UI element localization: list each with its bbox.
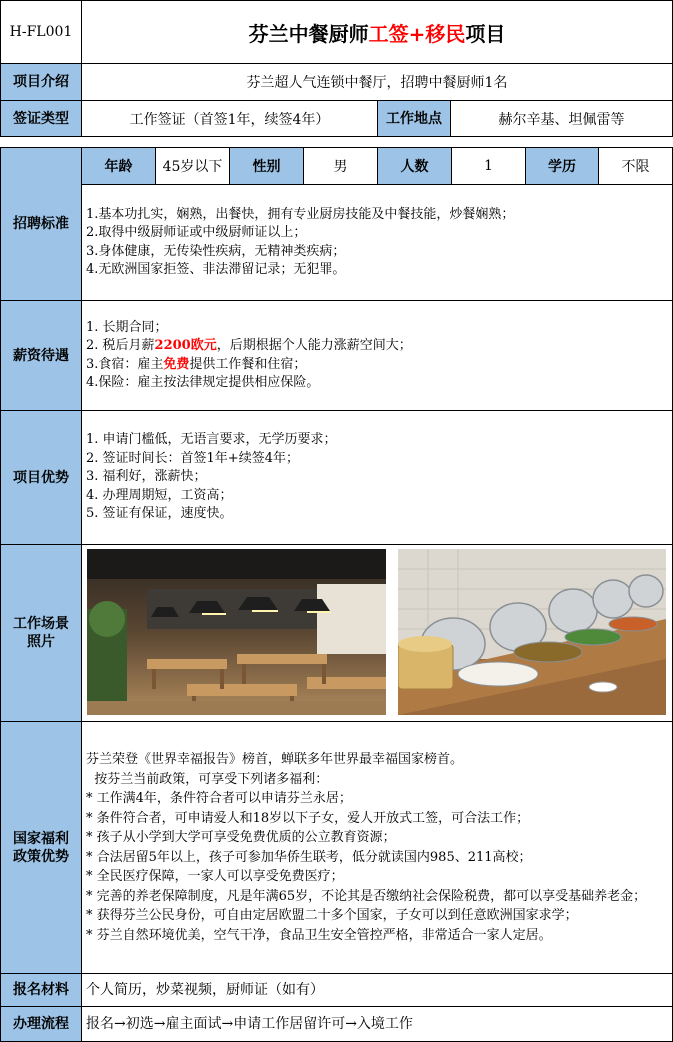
salary-line: 4.保险：雇主按法律规定提供相应保险。: [86, 375, 320, 390]
age-value: 45岁以下: [156, 148, 230, 185]
salary-amount: 2200欧元: [154, 338, 217, 353]
process-content: 报名→初选→雇主面试→申请工作居留许可→入境工作: [86, 1015, 413, 1032]
materials-label: 报名材料: [1, 974, 82, 1007]
salary-line: 2. 税后月薪2200欧元，后期根据个人能力涨薪空间大；: [86, 338, 412, 353]
count-value: 1: [452, 148, 526, 185]
education-value: 不限: [599, 148, 672, 185]
visa-label: 签证类型: [1, 101, 82, 136]
welfare-line: * 获得芬兰公民身份，可自由定居欧盟二十多个国家，子女可以到任意欧洲国家求学；: [86, 908, 578, 923]
photos-label: 工作场景 照片: [1, 545, 82, 722]
main-block: [0, 147, 673, 1042]
advantages-content: [82, 411, 672, 545]
top-block: [0, 0, 673, 137]
requirement-line: 4.无欧洲国家拒签、非法滞留记录；无犯罪。: [86, 262, 346, 277]
intro-value: 芬兰超人气连锁中餐厅，招聘中餐厨师1名: [82, 64, 672, 101]
salary-label: 薪资待遇: [1, 301, 82, 411]
location-label: 工作地点: [378, 101, 451, 136]
salary-line: 1. 长期合同；: [86, 319, 168, 335]
welfare-label: 国家福利 政策优势: [1, 722, 82, 974]
advantage-line: 3. 福利好，涨薪快；: [86, 469, 207, 485]
advantage-line: 2. 签证时间长：首签1年+续签4年；: [86, 450, 299, 466]
location-value: 赫尔辛基、坦佩雷等: [451, 101, 672, 136]
welfare-line: * 芬兰自然环境优美，空气干净，食品卫生安全管控严格，非常适合一家人定居。: [86, 927, 552, 943]
gender-label: 性别: [230, 148, 304, 185]
requirement-line: 1.基本功扎实，娴熟，出餐快，拥有专业厨房技能及中餐技能，炒餐娴熟；: [86, 206, 515, 222]
welfare-line: 芬兰荣登《世界幸福报告》榜首，蝉联多年世界最幸福国家榜首。: [86, 752, 464, 767]
requirements-content: [82, 185, 672, 301]
title-text: [249, 18, 506, 47]
welfare-line: * 完善的养老保障制度，凡是年满65岁，不论其是否缴纳社会保险税费，都可以享受基础养老金；: [86, 888, 647, 904]
free-highlight: 免费: [163, 356, 190, 372]
title-highlight: 工签+移民: [368, 21, 466, 46]
welfare-line: * 全民医疗保障，一家人可以享受免费医疗；: [86, 869, 344, 884]
page-title: [82, 1, 672, 64]
requirement-line: 2.取得中级厨师证或中级厨师证以上；: [86, 225, 307, 240]
requirement-line: 3.身体健康，无传染性疾病，无精神类疾病；: [86, 243, 346, 259]
visa-value: 工作签证（首签1年，续签4年）: [82, 101, 378, 136]
welfare-line: * 合法居留5年以上，孩子可参加华侨生联考，低分就读国内985、211高校；: [86, 849, 532, 865]
advantages-label: 项目优势: [1, 411, 82, 545]
materials-content: 个人简历，炒菜视频，厨师证（如有）: [82, 974, 672, 1007]
welfare-line: * 工作满4年，条件符合者可以申请芬兰永居；: [86, 791, 352, 806]
title-prefix: 芬兰中餐厨师: [248, 21, 369, 46]
intro-label: 项目介绍: [1, 64, 82, 101]
gender-value: 男: [304, 148, 378, 185]
welfare-line: * 条件符合者，可申请爱人和18岁以下子女，爱人开放式工签，可合法工作；: [86, 810, 530, 826]
project-code: H-FL001: [1, 1, 82, 64]
process-label: 办理流程: [1, 1007, 82, 1041]
buffet-counter-photo: [398, 549, 666, 715]
restaurant-interior-photo: [87, 549, 386, 715]
age-label: 年龄: [82, 148, 156, 185]
requirements-label: 招聘标准: [1, 148, 82, 301]
advantage-line: 5. 签证有保证，速度快。: [86, 506, 233, 522]
title-suffix: 项目: [465, 21, 506, 46]
welfare-line: * 孩子从小学到大学可享受免费优质的公立教育资源；: [86, 830, 396, 845]
advantage-line: 4. 办理周期短，工资高；: [86, 487, 233, 503]
photos-cell: [82, 545, 672, 722]
salary-line: 3.食宿：雇主免费提供工作餐和住宿；: [86, 356, 307, 372]
count-label: 人数: [378, 148, 452, 185]
welfare-line: 按芬兰当前政策，可享受下列诸多福利：: [86, 771, 329, 787]
welfare-content: [82, 722, 672, 974]
advantage-line: 1. 申请门槛低，无语言要求，无学历要求；: [86, 432, 337, 448]
salary-content: [82, 301, 672, 411]
education-label: 学历: [526, 148, 599, 185]
